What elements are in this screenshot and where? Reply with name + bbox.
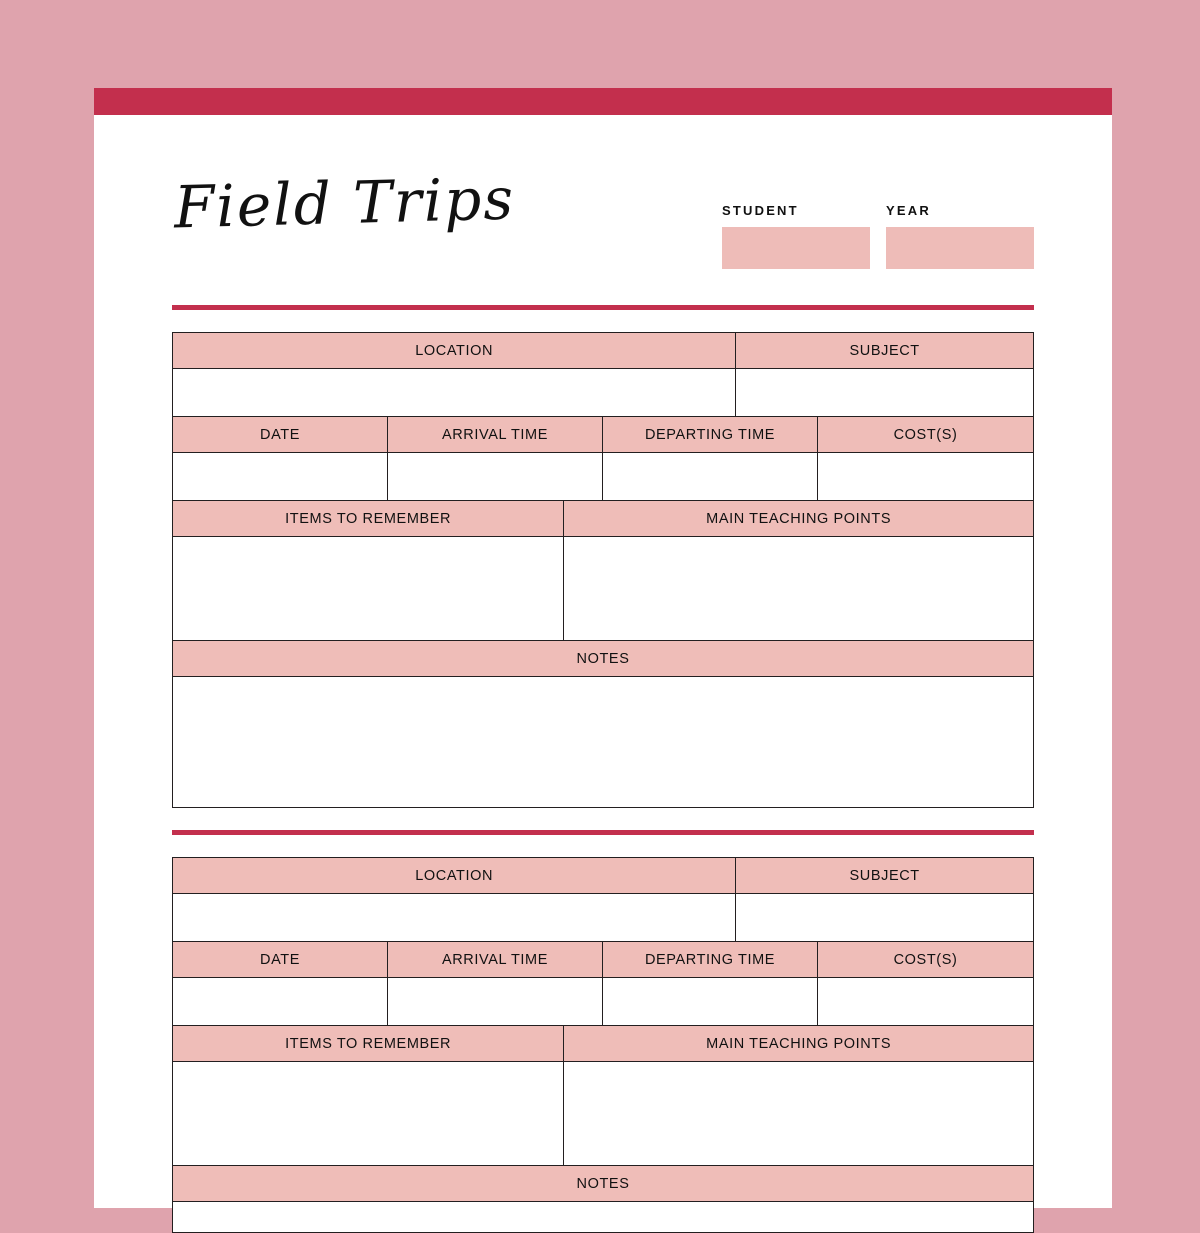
items-value-row <box>173 537 1033 641</box>
meta-fields <box>722 203 1034 269</box>
subject-input[interactable] <box>736 369 1033 417</box>
page-header <box>94 115 1112 305</box>
costs-header: COST(S) <box>818 942 1033 978</box>
notes-header: NOTES <box>173 1166 1033 1202</box>
top-accent-bar <box>94 88 1112 115</box>
items-to-remember-header: ITEMS TO REMEMBER <box>173 501 564 537</box>
divider-top <box>172 305 1034 310</box>
notes-header-row <box>173 1166 1033 1202</box>
main-teaching-points-header: MAIN TEACHING POINTS <box>564 1026 1033 1062</box>
main-teaching-points-input[interactable] <box>564 537 1033 641</box>
costs-input[interactable] <box>818 978 1033 1026</box>
notes-input[interactable] <box>173 1202 1033 1232</box>
subject-header: SUBJECT <box>736 333 1033 369</box>
arrival-time-header: ARRIVAL TIME <box>388 417 603 453</box>
student-input[interactable] <box>722 227 870 269</box>
location-input[interactable] <box>173 894 736 942</box>
location-header-row <box>173 333 1033 369</box>
notes-value-row <box>173 1202 1033 1232</box>
items-header-row <box>173 1026 1033 1062</box>
departing-time-input[interactable] <box>603 978 818 1026</box>
date-header: DATE <box>173 942 388 978</box>
location-value-row <box>173 894 1033 942</box>
schedule-value-row <box>173 453 1033 501</box>
subject-header: SUBJECT <box>736 858 1033 894</box>
year-label: YEAR <box>886 203 931 218</box>
departing-time-header: DEPARTING TIME <box>603 417 818 453</box>
schedule-header-row <box>173 417 1033 453</box>
items-header-row <box>173 501 1033 537</box>
location-header-row <box>173 858 1033 894</box>
arrival-time-input[interactable] <box>388 453 603 501</box>
arrival-time-header: ARRIVAL TIME <box>388 942 603 978</box>
field-trip-entry-2 <box>172 857 1034 1233</box>
items-to-remember-input[interactable] <box>173 1062 564 1166</box>
arrival-time-input[interactable] <box>388 978 603 1026</box>
costs-input[interactable] <box>818 453 1033 501</box>
subject-input[interactable] <box>736 894 1033 942</box>
items-to-remember-input[interactable] <box>173 537 564 641</box>
printable-page <box>94 88 1112 1208</box>
divider-middle <box>172 830 1034 835</box>
year-input[interactable] <box>886 227 1034 269</box>
student-field <box>722 203 870 269</box>
date-header: DATE <box>173 417 388 453</box>
main-teaching-points-header: MAIN TEACHING POINTS <box>564 501 1033 537</box>
departing-time-input[interactable] <box>603 453 818 501</box>
notes-header: NOTES <box>173 641 1033 677</box>
student-label: STUDENT <box>722 203 799 218</box>
items-value-row <box>173 1062 1033 1166</box>
date-input[interactable] <box>173 978 388 1026</box>
costs-header: COST(S) <box>818 417 1033 453</box>
page-title: Field Trips <box>173 164 516 242</box>
location-header: LOCATION <box>173 858 736 894</box>
field-trip-entry-1 <box>172 332 1034 808</box>
location-input[interactable] <box>173 369 736 417</box>
location-header: LOCATION <box>173 333 736 369</box>
items-to-remember-header: ITEMS TO REMEMBER <box>173 1026 564 1062</box>
location-value-row <box>173 369 1033 417</box>
notes-header-row <box>173 641 1033 677</box>
notes-value-row <box>173 677 1033 807</box>
year-field <box>886 203 1034 269</box>
schedule-value-row <box>173 978 1033 1026</box>
schedule-header-row <box>173 942 1033 978</box>
departing-time-header: DEPARTING TIME <box>603 942 818 978</box>
date-input[interactable] <box>173 453 388 501</box>
main-teaching-points-input[interactable] <box>564 1062 1033 1166</box>
notes-input[interactable] <box>173 677 1033 807</box>
